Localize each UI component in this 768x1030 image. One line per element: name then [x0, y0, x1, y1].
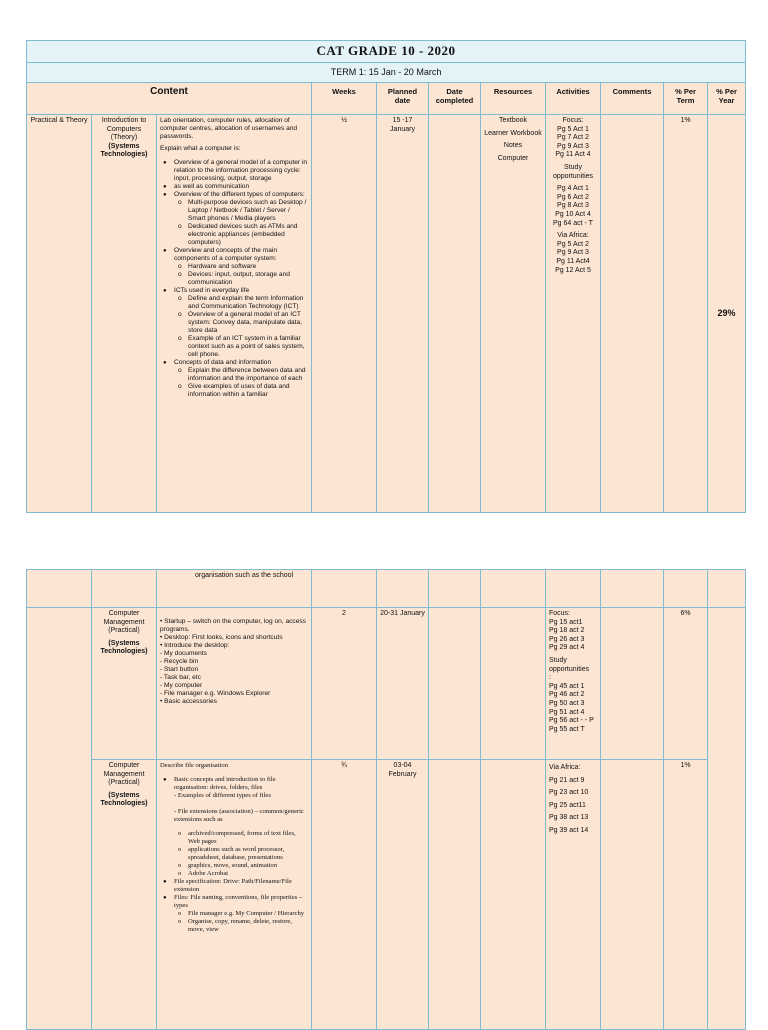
per-year-cell: [708, 570, 746, 608]
activity-line: Pg 38 act 13: [549, 814, 589, 821]
activity-line: Pg 9 Act 3: [557, 249, 589, 257]
content-continued: organisation such as the school: [157, 570, 312, 608]
content-cell: [157, 760, 312, 1030]
header-weeks: Weeks: [312, 83, 377, 115]
header-per-term: % Per Term: [664, 83, 708, 115]
planned-cell: 20-31 January: [377, 608, 429, 760]
list-item: o Define and explain the term Information and Communication Technology (ICT): [188, 295, 308, 311]
list-item: ● Overview of a general model of a computer in relation to the information processing cycle: input, processing, output, storage: [174, 159, 308, 183]
activity-line: Pg 51 act 4: [549, 708, 585, 716]
completed-cell: [429, 570, 481, 608]
list-item: ● ICTs used in everyday life o Define and explain the term Information and Communication Technology (ICT) o Overview of a general model of an ICT system: Convey data, manipulate data, store data o Example of an ICT system in a familiar context such as a point of sales system, cell phone.: [174, 287, 308, 359]
term-label: TERM 1: 15 Jan - 20 March: [27, 63, 746, 83]
activities-cell: [546, 760, 601, 1030]
resources-cell: [481, 608, 546, 760]
document-title: CAT GRADE 10 - 2020: [27, 41, 746, 63]
activities-cell: [546, 115, 601, 513]
per-year-cell: [708, 608, 746, 1030]
list-item: ● File specification: Drive: Path/Filename/File extension: [174, 878, 308, 894]
topic-cell: [92, 760, 157, 1030]
planned-cell: 03-04 February: [377, 760, 429, 1030]
header-per-year: % Per Year: [708, 83, 746, 115]
per-term-cell: 6%: [664, 608, 708, 760]
content-line: - Task bar, etc: [160, 674, 201, 681]
list-item: ● Concepts of data and information o Explain the difference between data and information and the importance of each o Give examples of uses of data and information within a familiar: [174, 359, 308, 399]
activity-line: Pg 12 Act 5: [555, 266, 591, 274]
content-intro: Lab orientation, computer rules, allocation of computer centres, allocation of usernames and passwords.: [160, 117, 298, 140]
header-resources: Resources: [481, 83, 546, 115]
resource-item: Computer: [497, 154, 529, 162]
resource-item: Learner Workbook: [484, 129, 542, 137]
activity-line: Pg 8 Act 3: [557, 202, 589, 210]
content-line: - File manager e.g. Windows Explorer: [160, 690, 271, 697]
activity-line: Pg 23 act 10: [549, 789, 589, 796]
list-item: o Dedicated devices such as ATMs and electronic appliances (embedded computers): [188, 223, 308, 247]
activity-line: Pg 21 act 9: [549, 776, 585, 784]
per-term-cell: [664, 570, 708, 608]
activity-line: Pg 45 act 1: [549, 682, 585, 690]
resources-cell: [481, 760, 546, 1030]
activity-line: Pg 55 act T: [549, 725, 585, 733]
activity-line: Study opportunities: [549, 656, 590, 673]
category-cell: [27, 608, 92, 1030]
activity-line: Pg 46 act 2: [549, 691, 585, 699]
activity-line: Pg 5 Act 2: [557, 240, 589, 248]
list-item: ● Overview of the different types of computers: o Multi-purpose devices such as Desktop / Laptop / Netbook / Tablet / Server / Smart phones / Media players o Dedicated devices such as ATMs and electronic appliances (embedded computers): [174, 191, 308, 247]
list-item: o Hardware and software: [188, 263, 308, 271]
activity-line: Pg 64 act - T: [553, 219, 593, 227]
list-item: o File manager e.g. My Computer / Hierarchy: [188, 910, 308, 918]
resource-item: Notes: [503, 142, 523, 150]
list-item: o Devices: input, output, storage and communication: [188, 271, 308, 287]
activity-line: Pg 9 Act 3: [557, 142, 589, 150]
activity-line: :: [549, 674, 551, 682]
topic-title: Computer Management (Practical): [103, 762, 145, 787]
topic-strand: (Systems Technologies): [100, 142, 148, 159]
activity-line: Via Africa:: [549, 764, 581, 771]
weeks-cell: [312, 570, 377, 608]
content-line: • Desktop: First looks, icons and shortcuts: [160, 634, 283, 641]
activity-line: Pg 11 Act4: [556, 257, 590, 265]
category-cell: [27, 570, 92, 608]
activity-line: Pg 56 act - - P: [549, 717, 594, 725]
content-explain: Explain what a computer is:: [160, 145, 241, 152]
activity-line: Pg 26 act 3: [549, 635, 585, 643]
list-item: o Example of an ICT system in a familiar context such as a point of sales system, cell phone.: [188, 335, 308, 359]
content-line: - Recycle bin: [160, 658, 199, 665]
content-line: - My documents: [160, 650, 207, 657]
comments-cell: [601, 608, 664, 760]
content-line: • Basic accessories: [160, 698, 217, 705]
header-completed: Date completed: [429, 83, 481, 115]
weeks-cell: ¾: [312, 760, 377, 1030]
resource-item: Textbook: [498, 117, 528, 124]
content-line: - My computer: [160, 682, 203, 689]
comments-cell: [601, 115, 664, 513]
list-item: o archived/compressed, forms of text files, Web pages: [188, 830, 308, 846]
activity-line: Focus:: [549, 610, 571, 617]
activity-line: Focus:: [562, 117, 584, 124]
comments-cell: [601, 570, 664, 608]
content-line: • Startup – switch on the computer, log on, access: [160, 618, 306, 625]
activity-line: Pg 29 act 4: [549, 644, 585, 652]
list-item: o applications such as word processor, spreadsheet, database, presentations: [188, 846, 308, 862]
content-describe: Describe file organisation: [160, 762, 228, 769]
list-item: o Adobe Acrobat: [188, 870, 308, 878]
activity-line: Via Africa:: [557, 232, 589, 240]
activity-line: Pg 6 Act 2: [557, 193, 589, 201]
activity-line: Pg 39 act 14: [549, 826, 589, 834]
list-item: o Organise, copy, rename, delete, restore, move, view: [188, 918, 308, 934]
activity-line: Pg 10 Act 4: [555, 210, 591, 218]
content-line: programs.: [160, 626, 190, 633]
completed-cell: [429, 115, 481, 513]
content-bullets: [160, 159, 308, 399]
topic-title: Introduction to Computers (Theory): [101, 117, 147, 142]
content-line: • Introduce the desktop:: [160, 642, 230, 649]
category-cell: Practical & Theory: [27, 115, 92, 513]
activities-cell: [546, 570, 601, 608]
page-2: [26, 569, 745, 1030]
planned-cell: [377, 570, 429, 608]
per-year-cell: 29%: [708, 115, 746, 513]
per-term-cell: 1%: [664, 115, 708, 513]
list-item: o graphics, move, sound, animation: [188, 862, 308, 870]
topic-cell: [92, 115, 157, 513]
list-item: ● as well as communication: [174, 183, 308, 191]
content-bullets: [160, 776, 308, 934]
activities-cell: [546, 608, 601, 760]
list-item: o Multi-purpose devices such as Desktop / Laptop / Netbook / Tablet / Server / Smart phones / Media players: [188, 199, 308, 223]
content-line: - Start button: [160, 666, 199, 673]
activity-line: Pg 5 Act 1: [557, 125, 589, 133]
completed-cell: [429, 608, 481, 760]
resources-cell: [481, 570, 546, 608]
list-item: ● Files: File naming, conventions, file properties – types o File manager e.g. My Computer / Hierarchy o Organise, copy, rename, delete, restore, move, view: [174, 894, 308, 934]
header-planned: Planned date: [377, 83, 429, 115]
content-line: - Examples of different types of files: [174, 792, 271, 799]
page-1: [26, 40, 745, 513]
header-content: Content: [27, 83, 312, 115]
curriculum-table-1: [26, 40, 746, 513]
content-cell: [157, 608, 312, 760]
activity-line: Pg 15 act1: [549, 618, 583, 626]
comments-cell: [601, 760, 664, 1030]
topic-title: Computer Management (Practical): [103, 610, 145, 635]
weeks-cell: 2: [312, 608, 377, 760]
content-line: - File extensions (association) – common/generic extensions such as: [174, 808, 304, 823]
header-activities: Activities: [546, 83, 601, 115]
activity-line: Study opportunities: [552, 163, 594, 180]
planned-cell: 15 -17 January: [377, 115, 429, 513]
completed-cell: [429, 760, 481, 1030]
activity-line: Pg 4 Act 1: [557, 185, 589, 193]
topic-cell: [92, 608, 157, 760]
list-item: ● Basic concepts and introduction to file organisation: drives, folders, files - Examples of different types of files - File extensions (association) – common/generic extensions such as o archived/compressed, forms of text files, Web pages o applications such as word processor, spreadsheet, database, presentations o graphics, move, sound, animation o Adobe Acrobat: [174, 776, 308, 878]
activity-line: Pg 7 Act 2: [557, 134, 589, 142]
activity-line: Pg 11 Act 4: [555, 151, 591, 159]
activity-line: Pg 18 act 2: [549, 627, 585, 635]
content-cell: [157, 115, 312, 513]
list-item: ● Overview and concepts of the main components of a computer system: o Hardware and software o Devices: input, output, storage and communication: [174, 247, 308, 287]
activity-line: Pg 25 act11: [549, 801, 586, 809]
list-item: o Explain the difference between data and information and the importance of each: [188, 367, 308, 383]
list-item: o Give examples of uses of data and information within a familiar: [188, 383, 308, 399]
list-item: o Overview of a general model of an ICT system: Convey data, manipulate data, store data: [188, 311, 308, 335]
header-comments: Comments: [601, 83, 664, 115]
weeks-cell: ½: [312, 115, 377, 513]
topic-cell: [92, 570, 157, 608]
activity-line: Pg 50 act 3: [549, 699, 585, 707]
per-term-cell: 1%: [664, 760, 708, 1030]
resources-cell: [481, 115, 546, 513]
topic-strand: (Systems Technologies): [100, 639, 148, 656]
curriculum-table-2: [26, 569, 746, 1030]
topic-strand: (Systems Technologies): [100, 791, 148, 808]
